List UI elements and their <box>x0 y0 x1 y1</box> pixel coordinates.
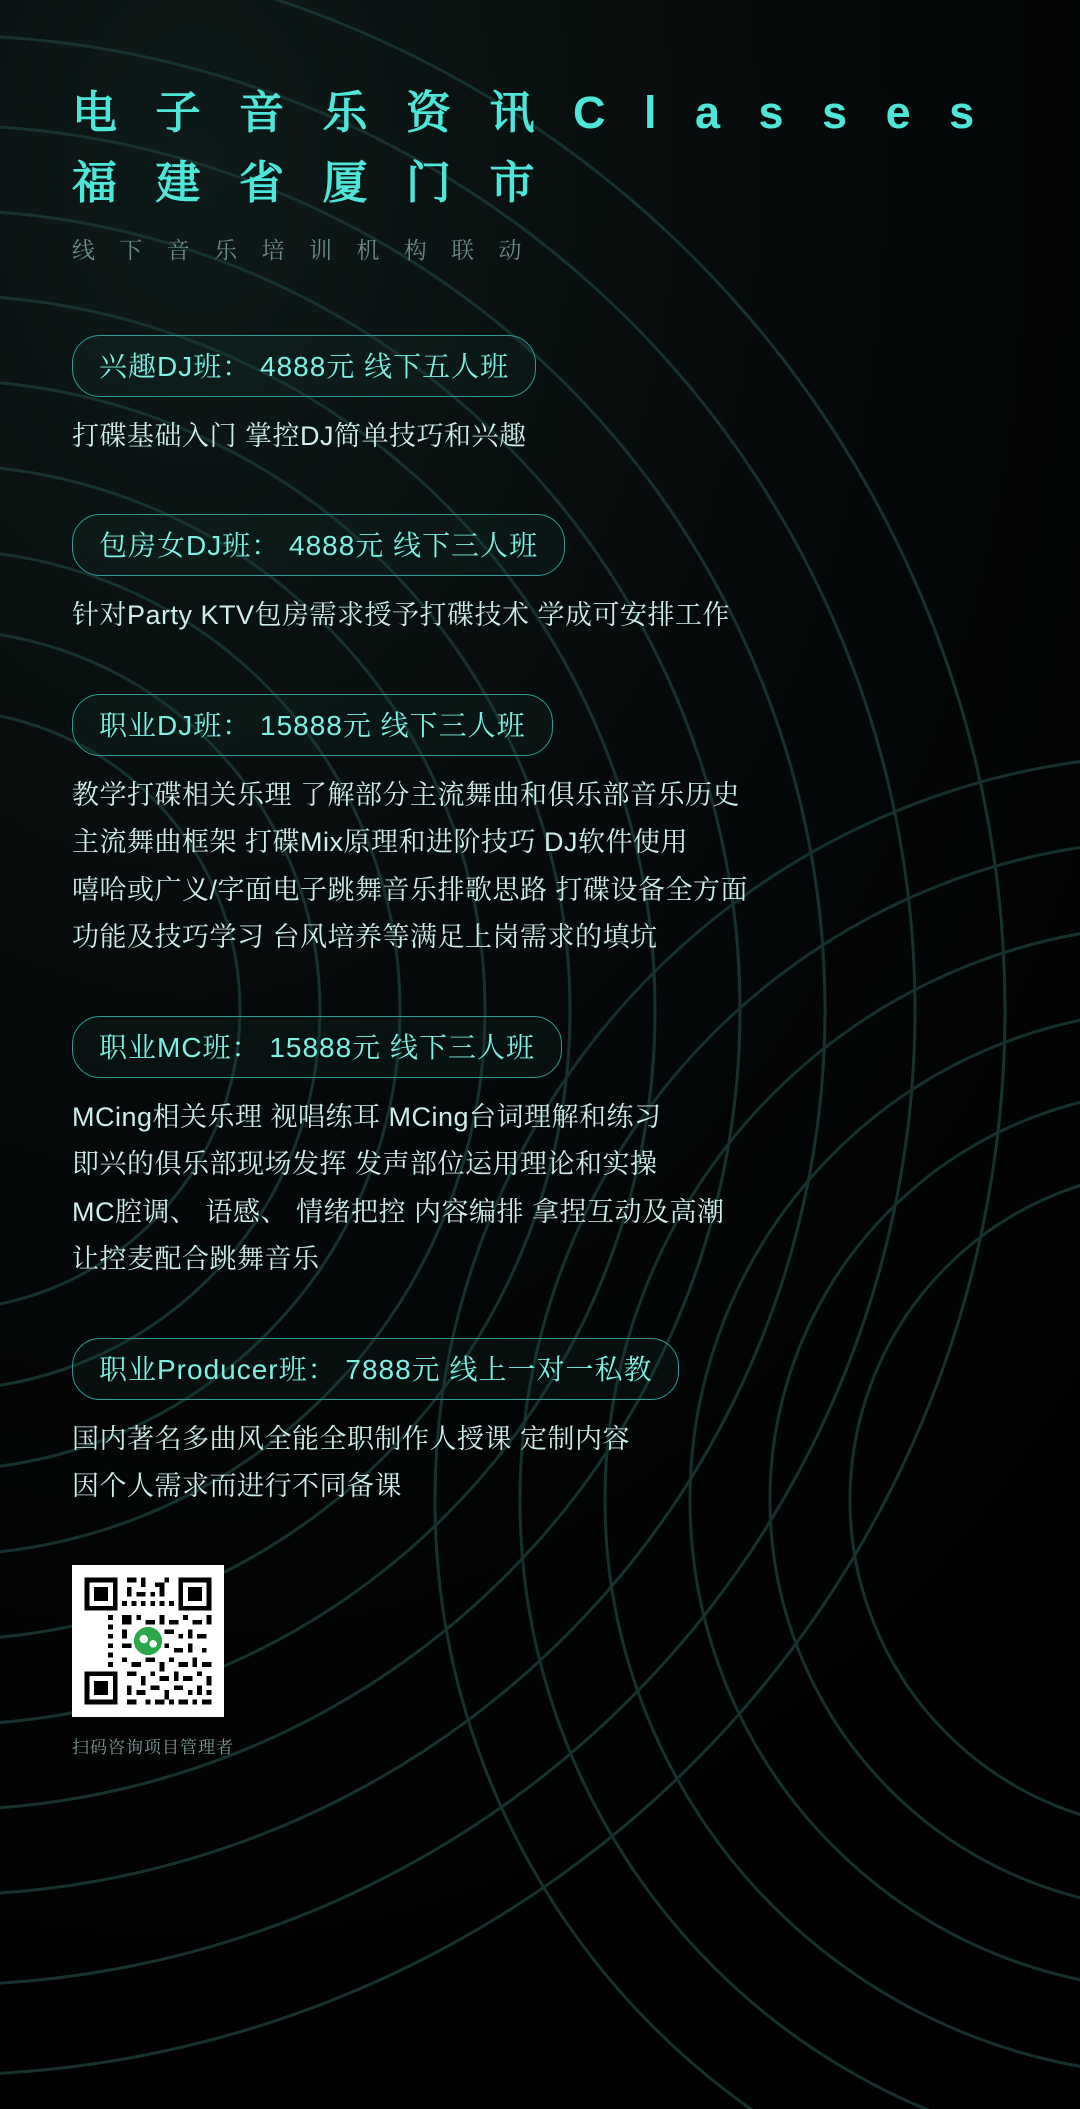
course-description <box>72 592 1008 640</box>
course-description-line: 针对Party KTV包房需求授予打碟技术 学成可安排工作 <box>72 600 731 631</box>
course-description <box>72 1416 1008 1511</box>
poster-header <box>72 0 1008 265</box>
qr-caption: 扫码咨询项目管理者 <box>72 1737 234 1757</box>
course-description-line: 让控麦配合跳舞音乐 <box>72 1244 320 1275</box>
course-description-line: 嘻哈或广义/字面电子跳舞音乐排歌思路 打碟设备全方面 <box>72 874 749 905</box>
qr-block <box>72 1565 1008 1758</box>
course-section <box>72 1016 1008 1284</box>
course-description <box>72 772 1008 962</box>
course-title-badge: 职业MC班： 15888元 线下三人班 <box>72 1016 562 1078</box>
page-subtitle: 线 下 音 乐 培 训 机 构 联 动 <box>72 236 531 263</box>
course-description <box>72 1094 1008 1284</box>
page-title-line-2: 福 建 省 厦 门 市 <box>72 156 548 208</box>
course-title-badge: 职业DJ班： 15888元 线下三人班 <box>72 694 553 756</box>
course-section <box>72 335 1008 461</box>
course-description <box>72 413 1008 461</box>
page-title-line-1: 电 子 音 乐 资 讯 C l a s s e s <box>72 87 988 138</box>
course-description-line: 即兴的俱乐部现场发挥 发声部位运用理论和实操 <box>72 1149 658 1180</box>
course-description-line: MCing相关乐理 视唱练耳 MCing台词理解和练习 <box>72 1101 662 1132</box>
course-section <box>72 514 1008 640</box>
course-description-line: 主流舞曲框架 打碟Mix原理和进阶技巧 DJ软件使用 <box>72 827 688 858</box>
course-title-badge: 包房女DJ班： 4888元 线下三人班 <box>72 514 565 576</box>
course-sections <box>72 335 1008 1511</box>
course-description-line: 因个人需求而进行不同备课 <box>72 1471 402 1502</box>
course-title-badge: 职业Producer班： 7888元 线上一对一私教 <box>72 1338 679 1400</box>
course-section <box>72 1338 1008 1511</box>
course-description-line: 国内著名多曲风全能全职制作人授课 定制内容 <box>72 1423 631 1454</box>
qr-code-icon[interactable] <box>72 1565 224 1717</box>
course-section <box>72 694 1008 962</box>
course-title-badge: 兴趣DJ班： 4888元 线下五人班 <box>72 335 536 397</box>
course-description-line: 打碟基础入门 掌控DJ简单技巧和兴趣 <box>72 420 527 451</box>
course-description-line: MC腔调、 语感、 情绪把控 内容编排 拿捏互动及高潮 <box>72 1196 725 1227</box>
course-description-line: 教学打碟相关乐理 了解部分主流舞曲和俱乐部音乐历史 <box>72 779 741 810</box>
course-description-line: 功能及技巧学习 台风培养等满足上岗需求的填坑 <box>72 922 658 953</box>
